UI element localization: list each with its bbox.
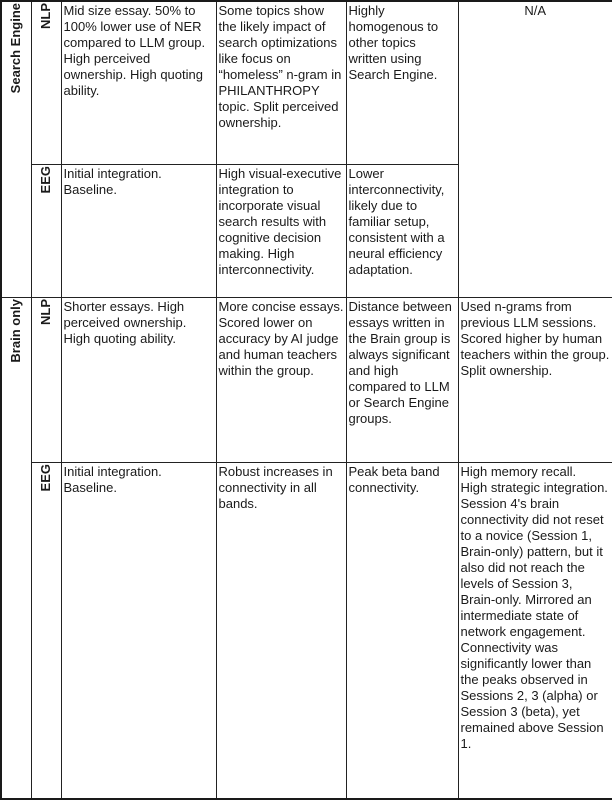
cell-search-engine-eeg-baseline [61, 164, 216, 297]
cell-brain-only-nlp-essay [61, 297, 216, 462]
cell-text: Robust increases in connectivity in all bands. [218, 463, 333, 511]
row-sub-search-engine-eeg [31, 164, 61, 297]
sub-label-eeg: EEG [38, 165, 53, 193]
group-label-search-engine: Search Engine [8, 3, 24, 94]
cell-search-engine-nlp-topics [216, 1, 346, 164]
cell-text: Used n-grams from previous LLM sessions. Scored higher by human teachers within the group. Split ownership. [460, 298, 610, 378]
cell-text: Highly homogenous to other topics written using Search Engine. [348, 3, 439, 82]
cell-search-engine-nlp-essay [61, 1, 216, 164]
cell-brain-only-eeg-beta [346, 462, 458, 799]
group-label-brain-only: Brain only [8, 298, 24, 363]
cell-brain-only-nlp-concise [216, 297, 346, 462]
cell-text: High memory recall. High strategic integration. Session 4's brain connectivity did not reset to a novice (Session 1, Brain-only) pattern, but it also did not reach the levels of Session 3, Brain-only. Mirrored an intermediate state of network engagement. Connectivity was significantly lower than the peaks observed in Sessions 2, 3 (alpha) or Session 3 (beta), yet remained above Session 1. [460, 463, 608, 751]
row-sub-brain-only-nlp [31, 297, 61, 462]
sub-label-nlp: NLP [38, 3, 53, 29]
cell-text: Lower interconnectivity, likely due to familiar setup, consistent with a neural efficiency adaptation. [348, 165, 445, 277]
cell-text: High visual-executive integration to incorporate visual search results with cognitive decision making. High interconnectivity. [218, 165, 342, 277]
row-group-search-engine [1, 1, 31, 297]
table-row-search-engine-nlp [1, 1, 612, 164]
row-group-brain-only [1, 297, 31, 799]
cell-search-engine-na [458, 1, 612, 297]
cell-brain-only-eeg-connectivity [216, 462, 346, 799]
sub-label-eeg: EEG [38, 463, 53, 491]
table-row-brain-only-eeg [1, 462, 612, 799]
cell-search-engine-eeg-integration [216, 164, 346, 297]
cell-text: Initial integration. Baseline. [63, 463, 162, 495]
cell-text: Initial integration. Baseline. [63, 165, 162, 197]
cell-text: Some topics show the likely impact of search optimizations like focus on “homeless” n-gram in PHILANTHROPY topic. Split perceived ownership. [218, 3, 342, 130]
cell-brain-only-nlp-ngrams [458, 297, 612, 462]
cell-text: Mid size essay. 50% to 100% lower use of NER compared to LLM group. High perceived ownership. High quoting ability. [63, 3, 206, 98]
sub-label-nlp: NLP [38, 298, 53, 325]
cell-text: More concise essays. Scored lower on accuracy by AI judge and human teachers within the group. [218, 298, 344, 378]
cell-search-engine-nlp-homogeneity [346, 1, 458, 164]
na-text: N/A [524, 3, 547, 18]
row-sub-brain-only-eeg [31, 462, 61, 799]
cell-text: Peak beta band connectivity. [348, 463, 440, 495]
cell-brain-only-eeg-memory [458, 462, 612, 799]
cell-brain-only-eeg-baseline [61, 462, 216, 799]
cell-text: Distance between essays written in the Brain group is always significant and high compared to LLM or Search Engine groups. [348, 298, 452, 426]
cell-text: Shorter essays. High perceived ownership. High quoting ability. [63, 298, 187, 346]
row-sub-search-engine-nlp [31, 1, 61, 164]
table-row-brain-only-nlp [1, 297, 612, 462]
cell-brain-only-nlp-distance [346, 297, 458, 462]
cell-search-engine-eeg-interconnectivity [346, 164, 458, 297]
